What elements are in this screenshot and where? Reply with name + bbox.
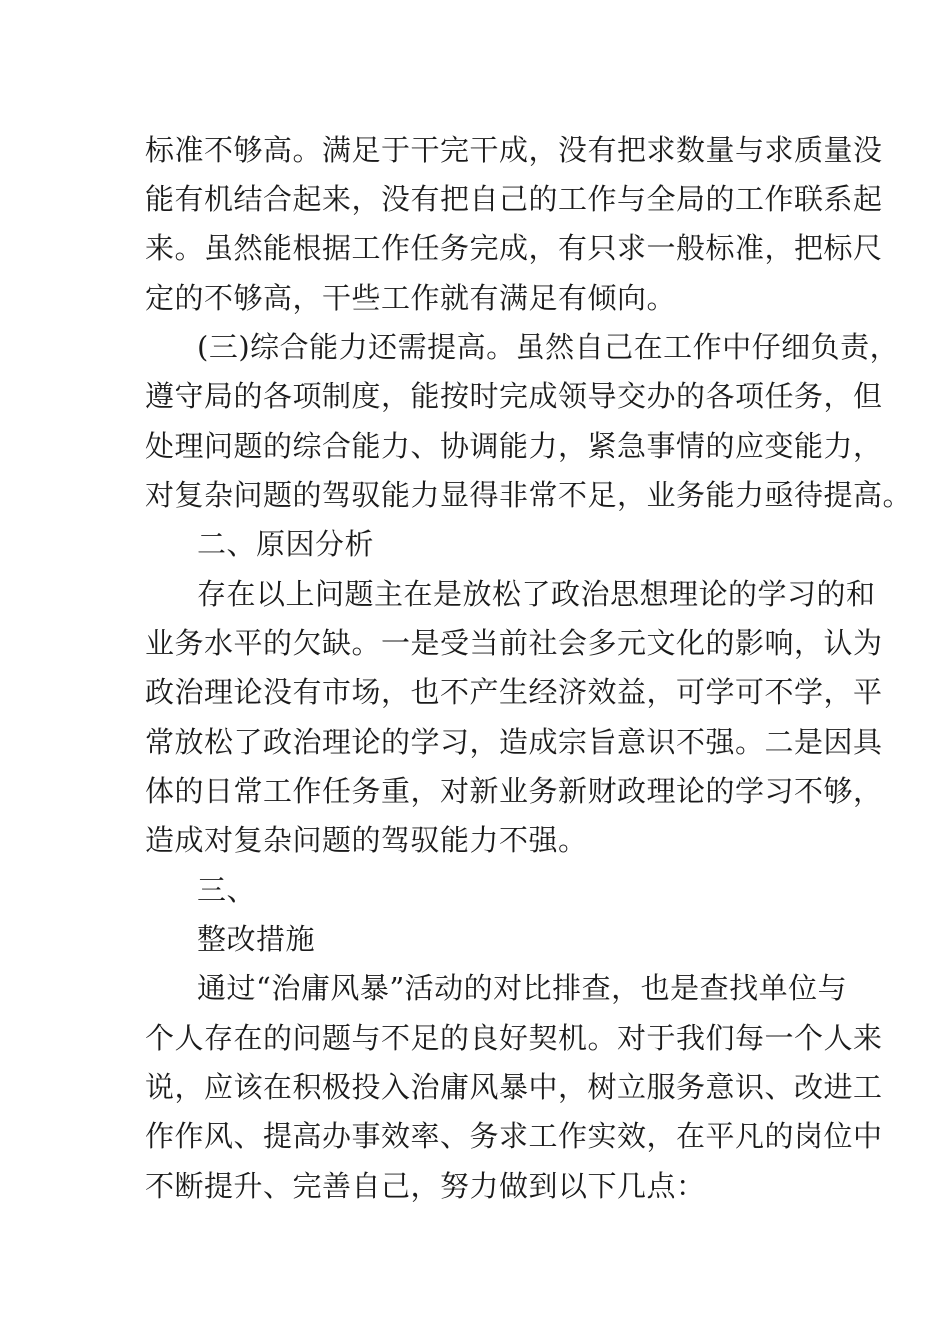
text-line: 常放松了政治理论的学习，造成宗旨意识不强。二是因具 (145, 725, 883, 759)
paragraph-first-line: 通过“治庸风暴”活动的对比排查，也是查找单位与 (197, 971, 848, 1005)
text-line: 说，应该在积极投入治庸风暴中，树立服务意识、改进工 (145, 1070, 883, 1104)
text-line: 体的日常工作任务重，对新业务新财政理论的学习不够， (145, 774, 883, 808)
text-line: 能有机结合起来，没有把自己的工作与全局的工作联系起 (145, 182, 883, 216)
section-number: 三、 (197, 873, 257, 907)
section-heading: 整改措施 (197, 922, 316, 956)
text-line: 来。虽然能根据工作任务完成，有只求一般标准，把标尺 (145, 231, 883, 265)
paragraph-first-line: 存在以上问题主在是放松了政治思想理论的学习的和 (197, 577, 876, 611)
text-line: 遵守局的各项制度，能按时完成领导交办的各项任务，但 (145, 379, 883, 413)
text-line: 业务水平的欠缺。一是受当前社会多元文化的影响，认为 (145, 626, 883, 660)
text-line: 对复杂问题的驾驭能力显得非常不足，业务能力亟待提高。 (145, 478, 913, 512)
text-line: 标准不够高。满足于干完干成，没有把求数量与求质量没 (145, 133, 883, 167)
text-line: 造成对复杂问题的驾驭能力不强。 (145, 823, 588, 857)
text-line: 不断提升、完善自己，努力做到以下几点： (145, 1169, 706, 1203)
text-line: 个人存在的问题与不足的良好契机。对于我们每一个人来 (145, 1021, 883, 1055)
text-line: 处理问题的综合能力、协调能力，紧急事情的应变能力， (145, 429, 883, 463)
text-line: 政治理论没有市场，也不产生经济效益，可学可不学，平 (145, 675, 883, 709)
text-line: 定的不够高，干些工作就有满足有倾向。 (145, 281, 677, 315)
section-heading: 二、原因分析 (197, 527, 375, 561)
paragraph-first-line: (三)综合能力还需提高。虽然自己在工作中仔细负责， (197, 330, 900, 364)
text-line: 作作风、提高办事效率、务求工作实效，在平凡的岗位中 (145, 1119, 883, 1153)
